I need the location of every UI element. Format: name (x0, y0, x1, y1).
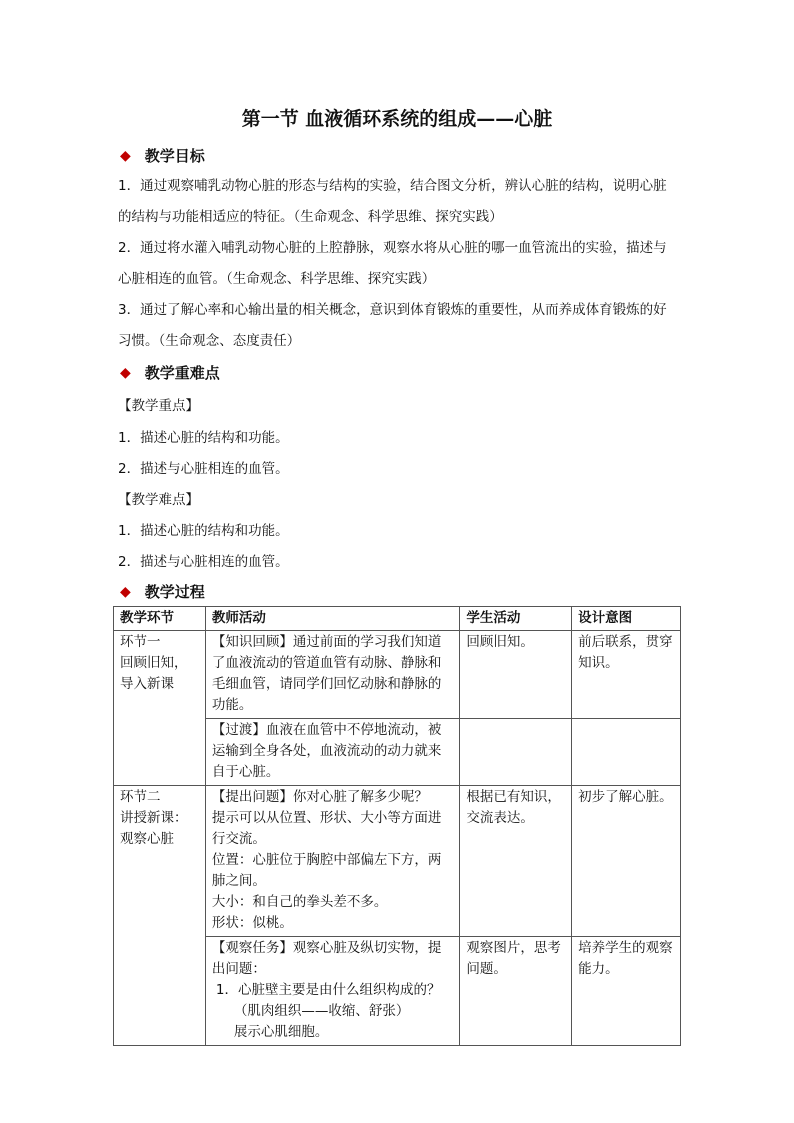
student-activity-cell (460, 719, 572, 786)
student-activity-cell: 回顾旧知。 (460, 631, 572, 719)
key-label: 【教学重点】 (118, 398, 199, 414)
section-heading-key-points (120, 362, 220, 383)
header-cell: 学生活动 (460, 607, 572, 631)
section-heading-label: 教学目标 (144, 147, 205, 165)
diamond-bullet-icon: ◆ (120, 147, 131, 164)
observation-task-intro: 【观察任务】观察心脏及纵切实物，提出问题： (211, 940, 442, 977)
section-heading-goals (120, 145, 205, 166)
student-activity-cell: 观察图片，思考问题。 (460, 937, 572, 1046)
key-item-1: 1．描述心脏的结构和功能。 (118, 430, 289, 446)
table-row (114, 786, 681, 937)
goal-item-1: 1．通过观察哺乳动物心脏的形态与结构的实验，结合图文分析，辨认心脏的结构，说明心脏的结构与功能相适应的特征。（生命观念、科学思维、探究实践） (118, 178, 667, 225)
stage-cell: 环节二 讲授新课： 观察心脏 (114, 786, 206, 1046)
teaching-process-table (113, 606, 681, 1046)
table-row (114, 631, 681, 719)
page-title: 第一节 血液循环系统的组成——心脏 (241, 108, 553, 130)
difficult-item-2: 2．描述与心脏相连的血管。 (118, 554, 289, 570)
student-activity-cell: 根据已有知识，交流表达。 (460, 786, 572, 937)
header-cell: 教学环节 (114, 607, 206, 631)
question-1: 1．心脏壁主要是由什么组织构成的？ (215, 982, 441, 998)
section-heading-label: 教学重难点 (144, 364, 220, 382)
table-header-row (114, 607, 681, 631)
teacher-activity-cell: 【过渡】血液在血管中不停地流动，被运输到全身各处，血液流动的动力就来自于心脏。 (205, 719, 460, 786)
section-heading-label: 教学过程 (144, 583, 205, 601)
header-cell: 教师活动 (205, 607, 460, 631)
goal-item-2: 2．通过将水灌入哺乳动物心脏的上腔静脉，观察水将从心脏的哪一血管流出的实验，描述与心脏相连的血管。（生命观念、科学思维、探究实践） (118, 240, 667, 287)
teacher-activity-cell (205, 937, 460, 1046)
design-intent-cell: 培养学生的观察能力。 (572, 937, 681, 1046)
stage-cell: 环节一 回顾旧知， 导入新课 (114, 631, 206, 786)
teacher-activity-cell: 【知识回顾】通过前面的学习我们知道了血液流动的管道血管有动脉、静脉和毛细血管，请同学们回忆动脉和静脉的功能。 (205, 631, 460, 719)
teacher-activity-cell: 【提出问题】你对心脏了解多少呢？ 提示可以从位置、形状、大小等方面进行交流。 位置：心脏位于胸腔中部偏左下方，两肺之间。 大小：和自己的拳头差不多。 形状：似桃。 (205, 786, 460, 937)
goal-item-3: 3．通过了解心率和心输出量的相关概念，意识到体育锻炼的重要性，从而养成体育锻炼的好习惯。（生命观念、态度责任） (118, 302, 667, 349)
answer-2: 展示心肌细胞。 (233, 1024, 329, 1040)
design-intent-cell: 初步了解心脏。 (572, 786, 681, 937)
section-heading-process (120, 581, 205, 602)
answer-1: （肌肉组织——收缩、舒张） (233, 1003, 410, 1019)
difficult-label: 【教学难点】 (118, 492, 199, 508)
design-intent-cell: 前后联系，贯穿知识。 (572, 631, 681, 719)
diamond-bullet-icon: ◆ (120, 364, 131, 381)
difficult-item-1: 1．描述心脏的结构和功能。 (118, 523, 289, 539)
header-cell: 设计意图 (572, 607, 681, 631)
design-intent-cell (572, 719, 681, 786)
key-item-2: 2．描述与心脏相连的血管。 (118, 461, 289, 477)
diamond-bullet-icon: ◆ (120, 583, 131, 600)
